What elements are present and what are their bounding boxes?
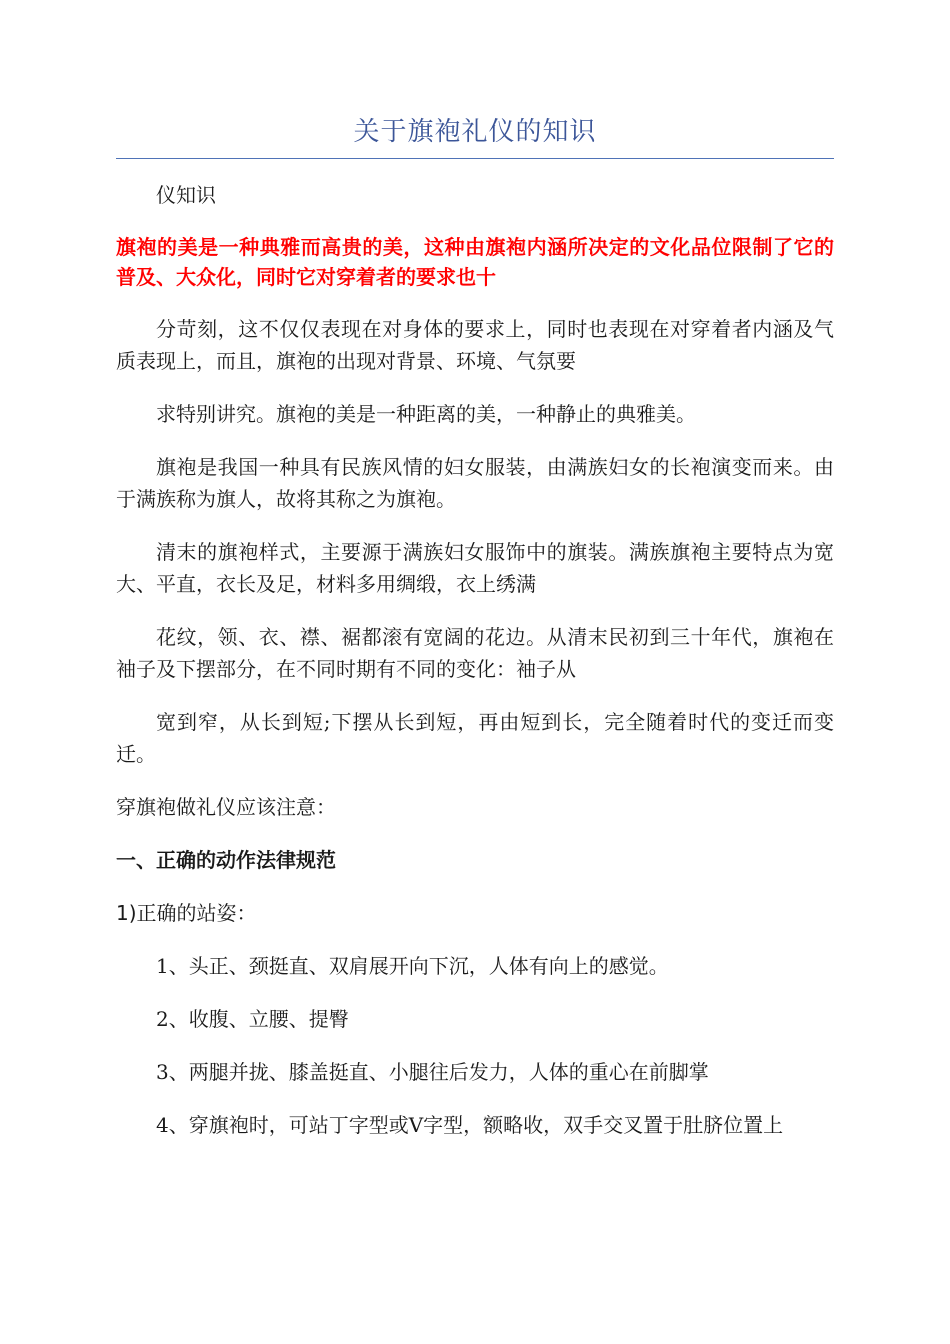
subsection-heading: 1)正确的站姿： xyxy=(116,901,257,925)
section-lead: 穿旗袍做礼仪应该注意： xyxy=(116,795,336,819)
paragraph: 求特别讲究。旗袍的美是一种距离的美，一种静止的典雅美。 xyxy=(156,402,696,426)
document-page xyxy=(116,110,834,1162)
list-item: 2、收腹、立腰、提臀 xyxy=(156,1007,349,1031)
paragraph: 花纹，领、衣、襟、裾都滚有宽阔的花边。从清末民初到三十年代，旗袍在袖子及下摆部分，在不同时期有不同的变化：袖子从 xyxy=(116,625,834,681)
paragraph: 清末的旗袍样式，主要源于满族妇女服饰中的旗装。满族旗袍主要特点为宽大、平直，衣长及足，材料多用绸缎，衣上绣满 xyxy=(116,540,834,596)
paragraph-intro: 仪知识 xyxy=(156,183,216,207)
document-title: 关于旗袍礼仪的知识 xyxy=(116,110,834,159)
paragraph: 宽到窄，从长到短;下摆从长到短，再由短到长，完全随着时代的变迁而变迁。 xyxy=(116,710,834,766)
list-item: 3、两腿并拢、膝盖挺直、小腿往后发力，人体的重心在前脚掌 xyxy=(156,1060,709,1084)
list-item: 1、头正、颈挺直、双肩展开向下沉，人体有向上的感觉。 xyxy=(156,954,669,978)
section-heading: 一、正确的动作法律规范 xyxy=(116,848,336,872)
highlighted-paragraph: 旗袍的美是一种典雅而高贵的美，这种由旗袍内涵所决定的文化品位限制了它的普及、大众化，同时它对穿着者的要求也十 xyxy=(116,235,834,289)
list-item: 4、穿旗袍时，可站丁字型或V字型，额略收，双手交叉置于肚脐位置上 xyxy=(156,1113,784,1137)
paragraph: 旗袍是我国一种具有民族风情的妇女服装，由满族妇女的长袍演变而来。由于满族称为旗人，故将其称之为旗袍。 xyxy=(116,455,834,511)
paragraph: 分苛刻，这不仅仅表现在对身体的要求上，同时也表现在对穿着者内涵及气质表现上，而且，旗袍的出现对背景、环境、气氛要 xyxy=(116,317,834,373)
